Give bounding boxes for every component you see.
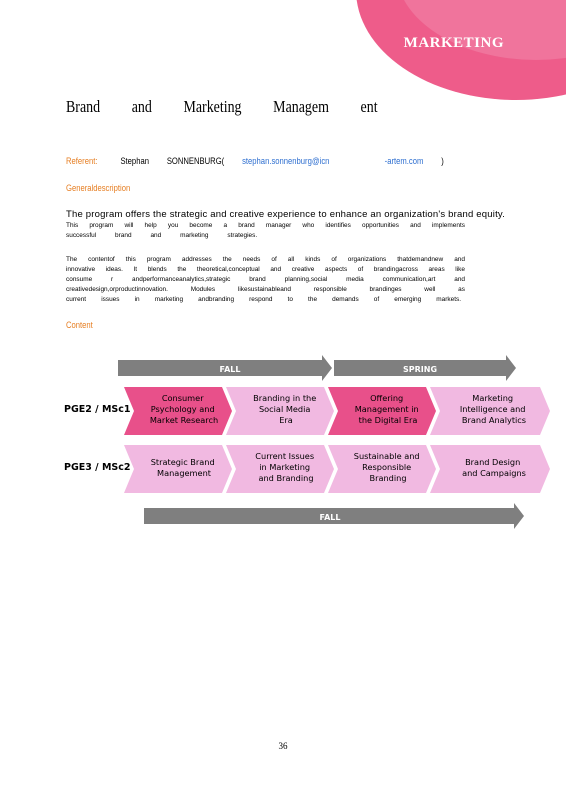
page-number: 36	[278, 741, 288, 751]
fall-arrow-label: FALL	[219, 365, 241, 374]
course-line: Marketing	[472, 393, 514, 403]
title-word: Managem	[273, 97, 329, 116]
header-decoration	[346, 0, 566, 120]
course-line: the Digital Era	[358, 415, 418, 425]
course-line: Sustainable and	[353, 451, 420, 461]
section-label: MARKETING	[403, 35, 504, 51]
course-line: Branding in the	[253, 393, 317, 403]
general-description-heading: Generaldescription	[66, 183, 131, 193]
referent-first-name: Stephan	[120, 156, 149, 166]
paragraph-line: successful brand and marketing strategies.	[66, 232, 258, 239]
paragraph-line: The contentof this program addresses the needs of all kinds of organizations thatdemandnew and	[66, 256, 465, 263]
referent-line	[66, 156, 444, 166]
course-line: Branding	[369, 473, 407, 483]
description-paragraph-1	[66, 221, 465, 241]
description-paragraph-2	[66, 255, 465, 305]
course-line: Management	[157, 468, 211, 478]
title-word: Brand	[66, 97, 101, 116]
bottom-fall-arrow-label: FALL	[319, 513, 341, 522]
course-label	[462, 457, 526, 478]
paragraph-line: This program will help you become a brand manager who identifies opportunities and implements	[66, 222, 465, 229]
title-word: ent	[360, 97, 378, 116]
title-word: and	[131, 97, 152, 116]
course-line: Brand Design	[465, 457, 521, 467]
lead-sentence: The program offers the strategic and creative experience to enhance an organization's brand equity.	[66, 209, 505, 220]
course-line: Offering	[370, 393, 404, 403]
referent-email-domain[interactable]: -artem.com	[384, 156, 424, 166]
course-line: Psychology and	[150, 404, 215, 414]
paragraph-line: creativedesign,orproductinnovation. Modules likesustainableand responsible brandinges well as	[66, 286, 465, 293]
course-line: Consumer	[161, 393, 204, 403]
spring-arrow-label: SPRING	[402, 365, 438, 374]
course-line: in Marketing	[259, 462, 311, 472]
page-title	[66, 97, 378, 117]
referent-email[interactable]: stephan.sonnenburg@icn	[242, 156, 330, 166]
title-word: Marketing	[183, 97, 242, 116]
course-line: Market Research	[149, 415, 219, 425]
course-line: Social Media	[258, 404, 311, 414]
referent-close: )	[441, 156, 444, 166]
content-heading: Content	[66, 320, 93, 330]
course-label	[255, 451, 316, 483]
paragraph-line: current issues in marketing andbranding respond to the demands of emerging markets.	[66, 296, 462, 303]
course-line: and Branding	[258, 473, 314, 483]
curriculum-diagram	[60, 355, 560, 535]
paragraph-line: consume r andperformanceanalytics,strategic brand planning,social media communication,art and	[66, 276, 465, 283]
paragraph-line: innovative ideas. It blends the theoretical,conceptual and creative aspects of brandingacross areas like	[66, 266, 465, 273]
course-line: Responsible	[362, 462, 412, 472]
row-label-pge3: PGE3 / MSc2	[64, 462, 131, 473]
course-line: Intelligence and	[459, 404, 526, 414]
course-line: Current Issues	[255, 451, 315, 461]
row-label-pge2: PGE2 / MSc1	[64, 404, 131, 415]
course-label	[151, 457, 218, 478]
referent-last-name: SONNENBURG(	[166, 156, 225, 166]
course-line: Brand Analytics	[461, 415, 527, 425]
referent-label: Referent:	[66, 156, 98, 166]
course-line: Strategic Brand	[150, 457, 215, 467]
course-line: and Campaigns	[462, 468, 526, 478]
course-line: Management in	[354, 404, 419, 414]
course-line: Era	[279, 415, 293, 425]
